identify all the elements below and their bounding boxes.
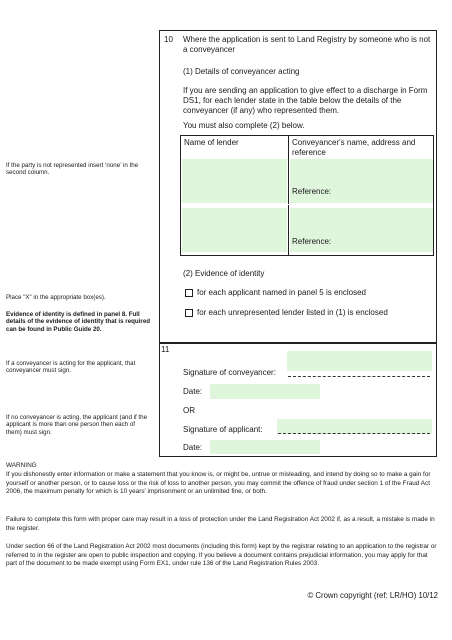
lender-name-field-1[interactable] (182, 159, 287, 203)
side-note-conveyancer-acting: If a conveyancer is acting for the applicant, that conveyancer must sign. (6, 360, 136, 375)
lender-table (180, 135, 434, 256)
warning-care-paragraph: Failure to complete this form with proper care may result in a loss of protection under the Land Registration Act 2002 if, as a result, a mistake is made in the register. (6, 516, 435, 532)
panel-10-number: 10 (164, 35, 173, 44)
date-field-2[interactable] (210, 440, 320, 454)
details-conveyancer-heading: (1) Details of conveyancer acting (183, 67, 300, 76)
evidence-identity-heading: (2) Evidence of identity (183, 269, 265, 278)
reference-label-2: Reference: (292, 237, 332, 246)
signature-applicant-line (278, 433, 430, 434)
side-note-place-x: Place "X" in the appropriate box(es). (6, 294, 106, 301)
or-label: OR (183, 406, 195, 415)
panel-10 (159, 30, 437, 343)
warning-title: WARNING (6, 462, 37, 469)
signature-conveyancer-line (288, 376, 430, 377)
conveyancer-field-2[interactable] (290, 208, 433, 252)
side-note-no-conveyancer: If no conveyancer is acting, the applicant (and if the applicant is more than one person then each of them) must sign. (6, 414, 148, 436)
row-gap (181, 204, 433, 205)
warning-fraud-paragraph: If you dishonestly enter information or make a statement that you know is, or might be, untrue or misleading, and intend by doing so to make a gain for yourself or another person, or to cause loss or the risk of loss to another person, you may commit the offence of fraud under section 1 of the Fraud Act 2006, the maximum penalty for which is 10 years' imprisonment or an unlimited fine, or both. (6, 471, 431, 496)
signature-conveyancer-label: Signature of conveyancer: (183, 368, 276, 377)
ds1-instructions: If you are sending an application to give effect to a discharge in Form DS1, for each lender state in the table below the details of the conveyancer (if any) who represented them. (183, 86, 428, 115)
copyright-footer: © Crown copyright (ref: LR/HO) 10/12 (307, 591, 438, 600)
col-header-conveyancer: Conveyancer's name, address and reference (292, 138, 416, 157)
checkbox-applicant-evidence[interactable] (185, 289, 193, 297)
panel-11 (159, 343, 437, 457)
panel-10-heading: Where the application is sent to Land Registry by someone who is not a conveyancer (183, 35, 431, 54)
signature-conveyancer-field[interactable] (287, 351, 432, 371)
date-label-2: Date: (183, 443, 203, 452)
lender-name-field-2[interactable] (182, 208, 287, 252)
signature-applicant-label: Signature of applicant: (183, 425, 263, 434)
also-complete-note: You must also complete (2) below. (183, 121, 305, 130)
signature-applicant-field[interactable] (277, 419, 432, 434)
option-lender-evidence: for each unrepresented lender listed in (1) is enclosed (197, 308, 388, 317)
date-field-1[interactable] (210, 384, 320, 399)
side-note-evidence: Evidence of identity is defined in panel 8. Full details of the evidence of identity that is required can be found in Public Guide 20. (6, 311, 151, 333)
option-applicant-evidence: for each applicant named in panel 5 is enclosed (197, 288, 366, 297)
side-note-not-represented: If the party is not represented insert ‘none’ in the second column. (6, 162, 139, 177)
warning-inspection-paragraph: Under section 66 of the Land Registration Act 2002 most documents (including this form) kept by the registrar relating to an application to the registrar or referred to in the register are open to public inspection and copying. If you believe a document contains prejudicial information, you may apply for that part of the document to be made exempt using Form EX1, under rule 136 of the Land Registration Rules 2003. (6, 543, 437, 568)
panel-11-number: 11 (161, 345, 170, 354)
table-divider (288, 136, 289, 255)
conveyancer-field-1[interactable] (290, 159, 433, 203)
date-label-1: Date: (183, 387, 203, 396)
col-header-lender: Name of lender (184, 138, 239, 147)
reference-label-1: Reference: (292, 187, 332, 196)
checkbox-lender-evidence[interactable] (185, 309, 193, 317)
